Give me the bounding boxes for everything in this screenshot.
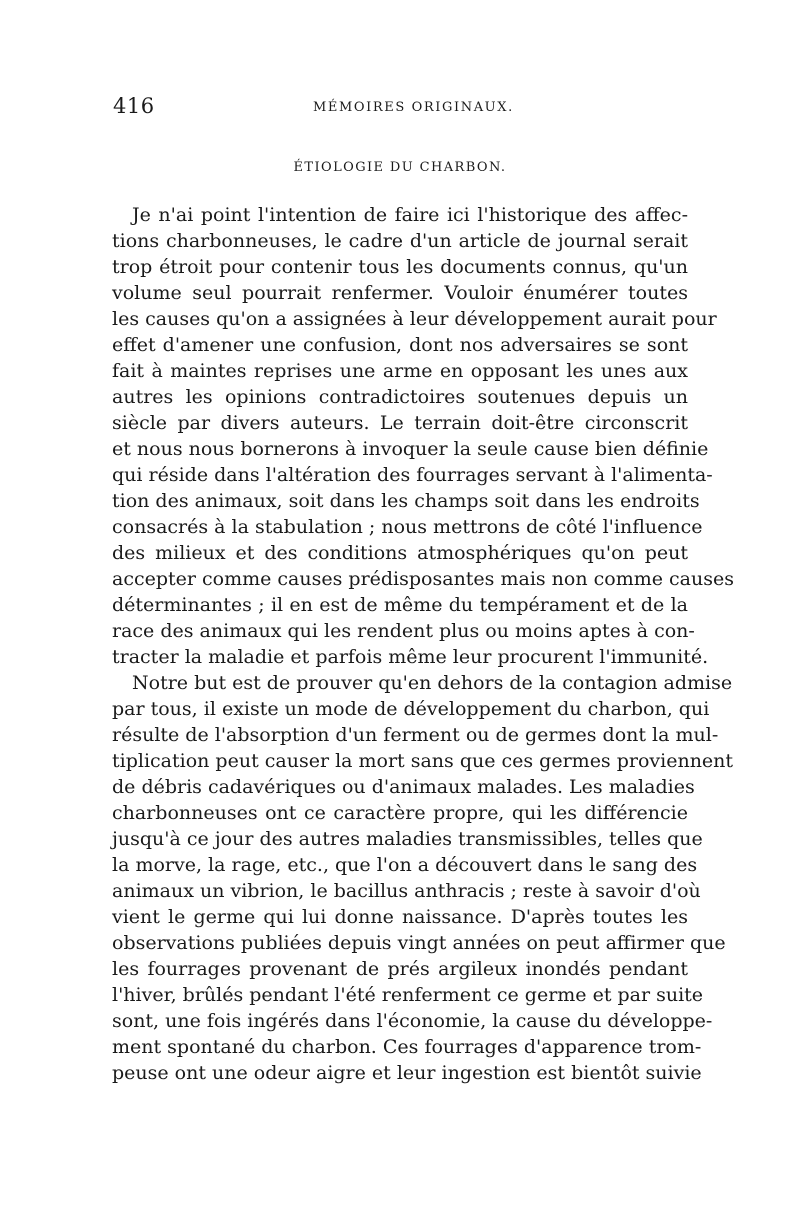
text-line: qui réside dans l'altération des fourrages servant à l'alimenta- (112, 464, 713, 486)
text-line: ment spontané du charbon. Ces fourrages d'apparence trom- (112, 1036, 702, 1058)
body-text (112, 202, 734, 1086)
text-line: tion des animaux, soit dans les champs soit dans les endroits (112, 490, 700, 512)
text-line: race des animaux qui les rendent plus ou moins aptes à con- (112, 620, 695, 642)
text-line: accepter comme causes prédisposantes mais non comme causes (112, 568, 734, 590)
text-line: l'hiver, brûlés pendant l'été renferment ce germe et par suite (112, 984, 704, 1006)
text-line: sont, une fois ingérés dans l'économie, la cause du développe- (112, 1010, 713, 1032)
text-line: les causes qu'on a assignées à leur développement aurait pour (112, 308, 717, 330)
text-line: consacrés à la stabulation ; nous mettrons de côté l'influence (112, 516, 703, 538)
text-line: fait à maintes reprises une arme en opposant les unes aux (112, 360, 688, 382)
text-line: de débris cadavériques ou d'animaux malades. Les maladies (112, 776, 695, 798)
section-title: ÉTIOLOGIE DU CHARBON. (293, 160, 507, 175)
text-line: peuse ont une odeur aigre et leur ingestion est bientôt suivie (112, 1062, 702, 1084)
text-line: tiplication peut causer la mort sans que ces germes proviennent (112, 750, 734, 772)
text-line: par tous, il existe un mode de développement du charbon, qui (112, 698, 710, 720)
text-line: Je n'ai point l'intention de faire ici l'historique des affec- (132, 204, 688, 226)
text-line: observations publiées depuis vingt années on peut affirmer que (112, 932, 726, 954)
text-line: siècle par divers auteurs. Le terrain doit-être circonscrit (112, 412, 688, 434)
text-line: résulte de l'absorption d'un ferment ou de germes dont la mul- (112, 724, 719, 746)
text-line: Notre but est de prouver qu'en dehors de la contagion admise (132, 672, 733, 694)
text-line: vient le germe qui lui donne naissance. D'après toutes les (112, 906, 688, 928)
text-line: animaux un vibrion, le bacillus anthracis ; reste à savoir d'où (112, 880, 701, 902)
text-line: déterminantes ; il en est de même du tempérament et de la (112, 594, 688, 616)
text-line: jusqu'à ce jour des autres maladies transmissibles, telles que (112, 828, 703, 850)
paragraph-1 (112, 202, 734, 670)
text-line: autres les opinions contradictoires soutenues depuis un (112, 386, 688, 408)
text-line: la morve, la rage, etc., que l'on a découvert dans le sang des (112, 854, 698, 876)
text-line: charbonneuses ont ce caractère propre, qui les différencie (112, 802, 688, 824)
text-line: et nous nous bornerons à invoquer la seule cause bien définie (112, 438, 709, 460)
text-line: volume seul pourrait renfermer. Vouloir énumérer toutes (112, 282, 688, 304)
text-line: les fourrages provenant de prés argileux inondés pendant (112, 958, 688, 980)
paragraph-2 (112, 670, 734, 1086)
page-number: 416 (113, 94, 155, 118)
text-line: effet d'amener une confusion, dont nos adversaires se sont (112, 334, 688, 356)
text-line: tions charbonneuses, le cadre d'un article de journal serait (112, 230, 688, 252)
text-line: trop étroit pour contenir tous les documents connus, qu'un (112, 256, 688, 278)
text-line: tracter la maladie et parfois même leur procurent l'immunité. (112, 646, 709, 668)
running-head-title: MÉMOIRES ORIGINAUX. (313, 100, 514, 115)
running-head (113, 94, 698, 124)
text-line: des milieux et des conditions atmosphériques qu'on peut (112, 542, 688, 564)
